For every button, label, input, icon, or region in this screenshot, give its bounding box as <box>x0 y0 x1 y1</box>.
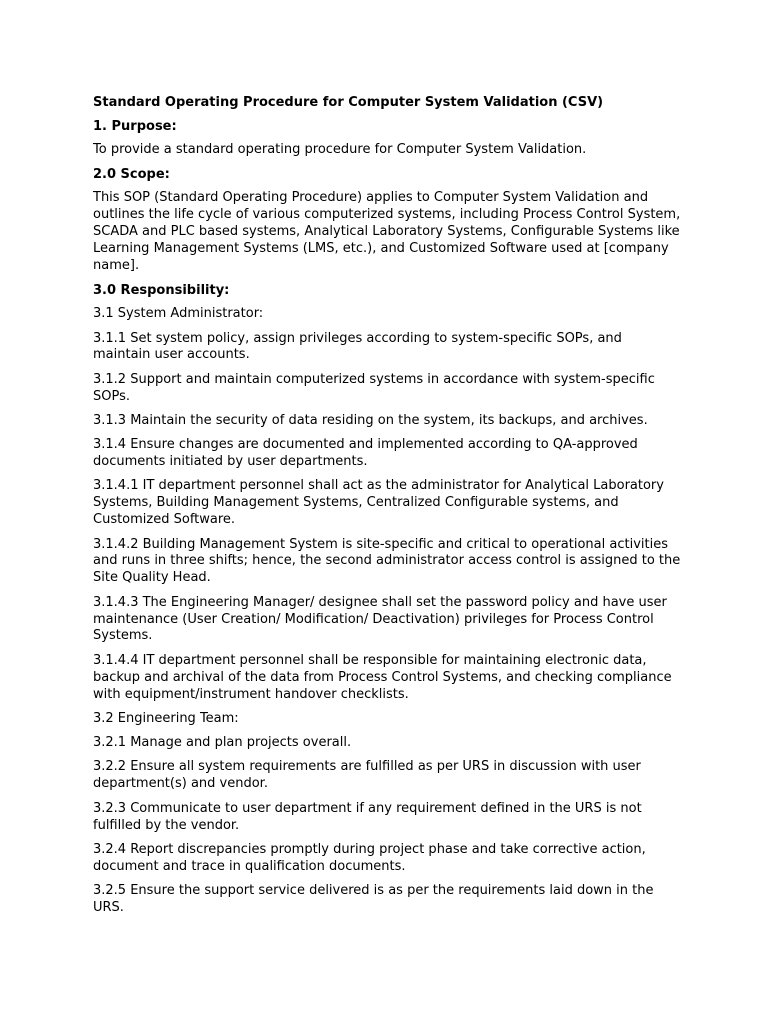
document-page <box>93 94 683 924</box>
paragraph-3-1-4: 3.1.4 Ensure changes are documented and implemented according to QA-approved documents initiated by user departments. <box>93 437 638 470</box>
paragraph-3-1-2: 3.1.2 Support and maintain computerized systems in accordance with system-specific SOPs. <box>93 371 655 404</box>
system-administrator-heading: 3.1 System Administrator: <box>93 306 264 322</box>
paragraph-3-2-2: 3.2.2 Ensure all system requirements are fulfilled as per URS in discussion with user department(s) and vendor. <box>93 759 641 792</box>
paragraph-3-1-3: 3.1.3 Maintain the security of data residing on the system, its backups, and archives. <box>93 412 648 428</box>
paragraph-3-1-4-4: 3.1.4.4 IT department personnel shall be responsible for maintaining electronic data, backup and archival of the data from Process Control Systems, and checking compliance with equipment/instrument handover checklists. <box>93 652 672 702</box>
responsibility-heading: 3.0 Responsibility: <box>93 283 230 299</box>
purpose-text: To provide a standard operating procedure for Computer System Validation. <box>93 142 587 157</box>
paragraph-3-2-1: 3.2.1 Manage and plan projects overall. <box>93 735 352 751</box>
paragraph-3-1-4-3: 3.1.4.3 The Engineering Manager/ designee shall set the password policy and have user maintenance (User Creation/ Modification/ Deactivation) privileges for Process Control Systems. <box>93 594 667 644</box>
paragraph-3-2-5: 3.2.5 Ensure the support service delivered is as per the requirements laid down in the URS. <box>93 883 654 915</box>
paragraph-3-1-4-2: 3.1.4.2 Building Management System is site-specific and critical to operational activities and runs in three shifts; hence, the second administrator access control is assigned to the Site Quality Head. <box>93 536 681 586</box>
engineering-team-heading: 3.2 Engineering Team: <box>93 710 239 726</box>
paragraph-3-1-4-1: 3.1.4.1 IT department personnel shall act as the administrator for Analytical Laboratory Systems, Building Management Systems, Centralized Configurable systems, and Customized Software. <box>93 478 664 528</box>
purpose-heading: 1. Purpose: <box>93 119 177 134</box>
scope-text: This SOP (Standard Operating Procedure) applies to Computer System Validation and outlines the life cycle of various computerized systems, including Process Control System, SCADA and PLC based systems, Analytical Laboratory Systems, Configurable Systems like Learning Management Systems (LMS, etc.), and Customized Software used at [company name]. <box>93 190 681 273</box>
paragraph-3-2-4: 3.2.4 Report discrepancies promptly during project phase and take corrective action, document and trace in qualification documents. <box>93 841 646 874</box>
document-title: Standard Operating Procedure for Computer System Validation (CSV) <box>93 95 604 110</box>
paragraph-3-2-3: 3.2.3 Communicate to user department if any requirement defined in the URS is not fulfilled by the vendor. <box>93 800 642 833</box>
paragraph-3-1-1: 3.1.1 Set system policy, assign privileges according to system-specific SOPs, and maintain user accounts. <box>93 330 622 363</box>
scope-heading: 2.0 Scope: <box>93 167 170 183</box>
